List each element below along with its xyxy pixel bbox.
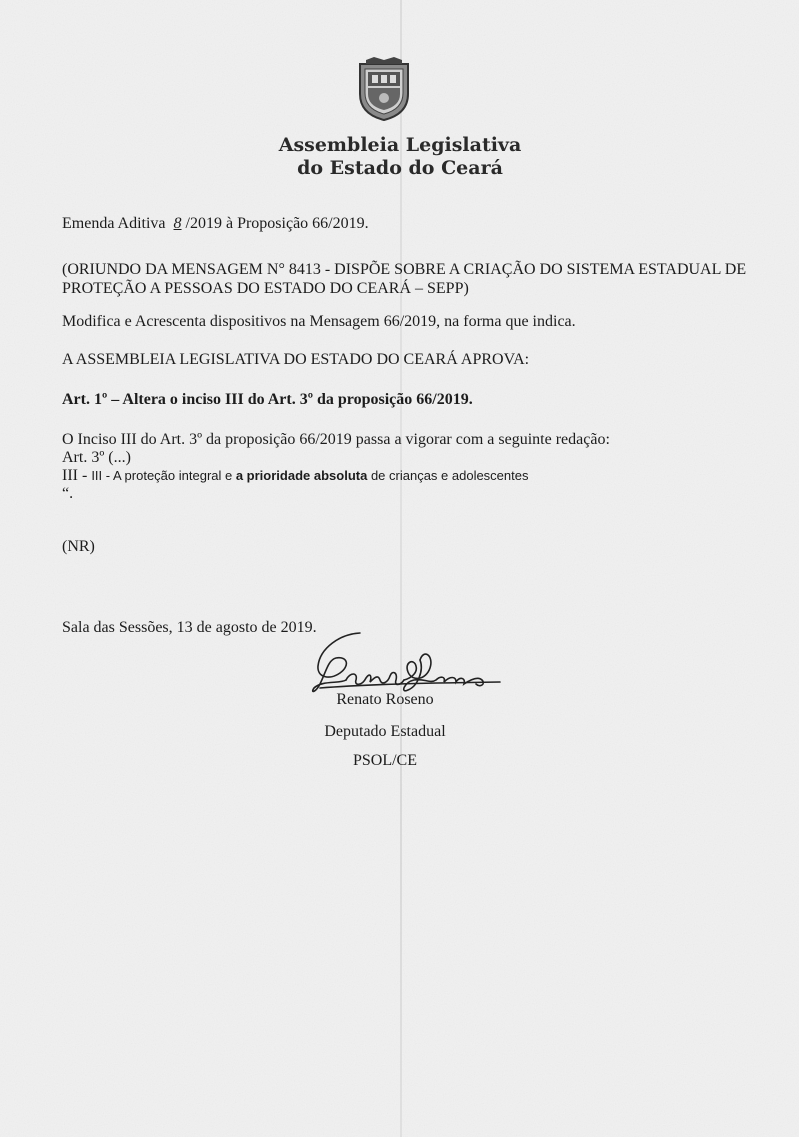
article-heading: Art. 1º – Altera o inciso III do Art. 3º da proposição 66/2019. <box>62 391 473 408</box>
nr-marker: (NR) <box>62 538 95 555</box>
amendment-number: 8 <box>173 215 182 232</box>
institution-line-2: do Estado do Ceará <box>297 157 503 179</box>
closing-quote: “. <box>62 485 74 502</box>
place-date: Sala das Sessões, 13 de agosto de 2019. <box>62 619 317 636</box>
signer-name: Renato Roseno <box>336 691 434 708</box>
ceara-coat-of-arms-icon <box>356 56 412 122</box>
approval-text: A ASSEMBLEIA LEGISLATIVA DO ESTADO DO CEARÁ APROVA: <box>62 351 530 368</box>
inciso-prefix: III - <box>62 467 92 484</box>
body-intro: O Inciso III do Art. 3º da proposição 66/2019 passa a vigorar com a seguinte redação: <box>62 431 610 448</box>
institution-line-1: Assembleia Legislativa <box>278 134 522 156</box>
inciso-part-b: a prioridade absoluta <box>235 468 368 483</box>
summary-text: Modifica e Acrescenta dispositivos na Mensagem 66/2019, na forma que indica. <box>62 313 576 330</box>
inciso-part-c: de crianças e adolescentes <box>367 468 529 483</box>
amendment-prefix: Emenda Aditiva <box>62 215 170 232</box>
amendment-title <box>62 214 369 233</box>
amendment-suffix: /2019 à Proposição 66/2019. <box>185 215 369 232</box>
signer-title: Deputado Estadual <box>324 723 446 740</box>
origin-line-2: PROTEÇÃO A PESSOAS DO ESTADO DO CEARÁ – SEPP) <box>62 280 469 297</box>
inciso-text <box>62 466 528 485</box>
inciso-part-a: III - A proteção integral e <box>91 468 236 483</box>
institution-title <box>200 134 600 180</box>
article-reference: Art. 3º (...) <box>62 449 131 466</box>
signer-party: PSOL/CE <box>352 752 417 769</box>
origin-line-1: (ORIUNDO DA MENSAGEM N° 8413 - DISPÕE SOBRE A CRIAÇÃO DO SISTEMA ESTADUAL DE <box>62 261 747 278</box>
